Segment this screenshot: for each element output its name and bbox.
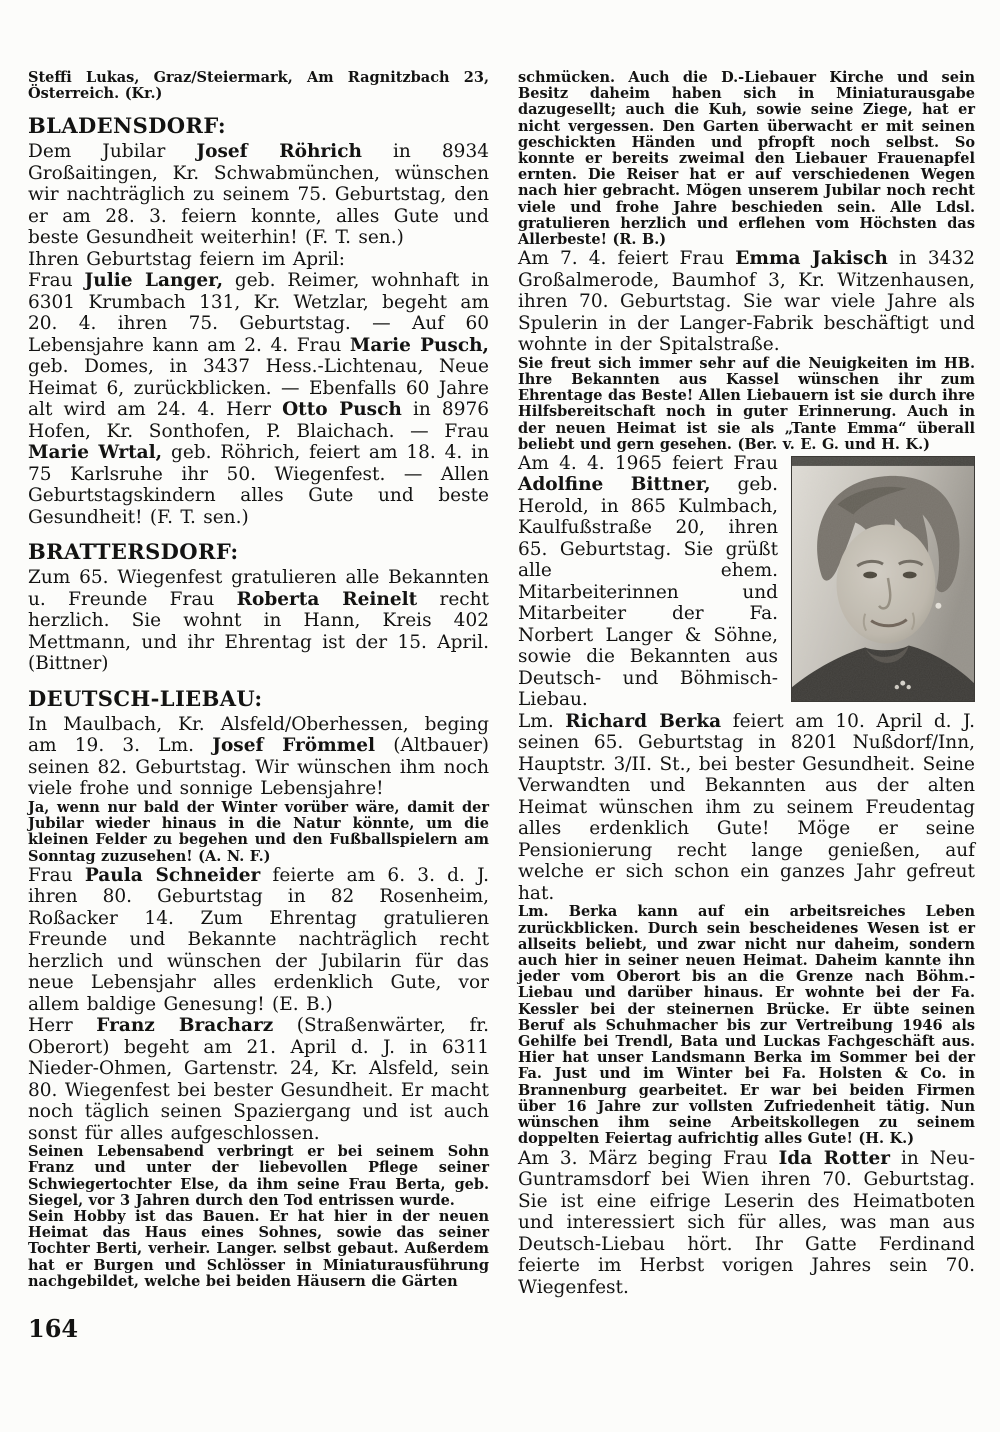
note-josef-froemmel: Ja, wenn nur bald der Winter vorüber wäre, damit der Jubilar wieder hinaus in die Natur könnte, um die kleinen Felder zu begehen und den Fußballspielern am Sonntag zuzusehen! (A. N. F.) xyxy=(28,798,489,865)
note-emma-jakisch: Sie freut sich immer sehr auf die Neuigkeiten im HB. Ihre Bekannten aus Kassel wünschen ihr zum Ehrentage das Beste! Allen Liebauern ist sie durch ihre Hilfsbereitschaft noch in guter Erinnerung. Auch in der neuen Heimat ist sie als „Tante Emma“ überall beliebt und gern gesehen. (Ber. v. E. G. und H. K.) xyxy=(518,354,975,453)
note-franz-bracharz-continued: schmücken. Auch die D.-Liebauer Kirche und sein Besitz daheim haben sich in Miniaturausgabe dazugesellt; auch die Kuh, sowie seine Ziege, hat er nicht vergessen. Den Garten überwacht er mit seinen geschickten Händen und pfropft noch selbst. So konnte er bereits zweimal den Liebauer Frauenapfel ernten. Die Reiser hat er auf verschiedenen Wegen nach hier gebracht. Mögen unserem Jubilar noch recht viele und frohe Jahre beschieden sein. Alle Ldsl. gratulieren herzlich und erflehen vom Höchsten das Allerbeste! (R. B.) xyxy=(518,69,975,249)
entry-april-birthdays: Frau Julie Langer, geb. Reimer, wohnhaft in 6301 Krumbach 131, Kr. Wetzlar, begeht am 20. 4. ihren 75. Geburtstag. — Auf 60 Lebensjahre kann am 2. 4. Frau Marie Pusch, geb. Domes, in 3437 Hess.-Lichtenau, Neue Heimat 6, zurückblicken. — Ebenfalls 60 Jahre alt wird am 24. 4. Herr Otto Pusch in 8976 Hofen, Kr. Sonthofen, P. Blaichach. — Frau Marie Wrtal, geb. Röhrich, feiert am 18. 4. in 75 Karlsruhe ihr 50. Wiegenfest. — Allen Geburtstagskindern alles Gute und beste Gesundheit! (F. T. sen.) xyxy=(28,270,490,528)
page-number: 164 xyxy=(28,1314,79,1343)
april-birthdays-intro: Ihren Geburtstag feiern im April: xyxy=(28,248,346,270)
note-franz-bracharz-1: Seinen Lebensabend verbringt er bei seinem Sohn Franz und unter der liebevollen Pflege seiner Schwiegertochter Else, da ihm seine Frau Berta, geb. Siegel, vor 3 Jahren durch den Tod entrissen wurde. xyxy=(28,1143,489,1209)
entry-paula-schneider: Frau Paula Schneider feierte am 6. 3. d. J. ihren 80. Geburtstag in 82 Rosenheim, Roßacker 14. Zum Ehrentag gratulieren Freunde und Bekannte nachträglich recht herzlich und wünschen der Jubilarin für das neue Lebensjahr alles erdenklich Gute, vor allem baldige Genesung! (E. B.) xyxy=(28,864,489,1015)
entry-josef-froemmel: In Maulbach, Kr. Alsfeld/Oberhessen, beging am 19. 3. Lm. Josef Frömmel (Altbauer) seinen 82. Geburtstag. Wir wünschen ihm noch viele frohe und sonnige Lebensjahre! xyxy=(28,713,489,800)
carryover-address-text: Steffi Lukas, Graz/Steiermark, Am Ragnitzbach 23, Österreich. (Kr.) xyxy=(28,69,489,103)
entry-emma-jakisch: Am 7. 4. feiert Frau Emma Jakisch in 3432 Großalmerode, Baumhof 3, Kr. Witzenhausen, ihren 70. Geburtstag. Sie war viele Jahre als Spulerin in der Langer-Fabrik beschäftigt und wohnte in der Spitalstraße. xyxy=(518,248,975,356)
portrait-photo-graphic xyxy=(792,457,974,701)
right-column xyxy=(518,70,975,1298)
note-franz-bracharz-2: Sein Hobby ist das Bauen. Er hat hier in der neuen Heimat das Haus eines Sohnes, sowie das seiner Tochter Berti, verheir. Langer. selbst gebaut. Außerdem hat er Burgen und Schlösser in Miniaturausführung nachgebildet, welche bei beiden Häusern die Gärten xyxy=(28,1208,489,1290)
entry-adolfine-bittner: Am 4. 4. 1965 feiert Frau Adolfine Bittner, geb. Herold, in 865 Kulmbach, Kaulfußstraße 20, ihren 65. Geburtstag. Sie grüßt alle ehem. Mitarbeiterinnen und Mitarbeiter der Fa. Norbert Langer & Söhne, sowie die Bekannten aus Deutsch- und Böhmisch-Liebau. xyxy=(518,452,778,711)
entry-richard-berka: Lm. Richard Berka feiert am 10. April d. J. seinen 65. Geburtstag in 8201 Nußdorf/Inn, Hauptstr. 3/II. St., bei bester Gesundheit. Seine Verwandten und Bekannten aus der alten Heimat wünschen ihm zu seinem Freudentag alles erdenklich Gute! Möge er seine Pensionierung recht lange genießen, auf welche er sich schon ein ganzes Jahr gefreut hat. xyxy=(518,710,975,904)
entry-franz-bracharz: Herr Franz Bracharz (Straßenwärter, fr. Oberort) begeht am 21. April d. J. in 6311 Nieder-Ohmen, Gartenstr. 24, Kr. Alsfeld, sein 80. Wiegenfest bei bester Gesundheit. Er macht noch täglich seinen Spaziergang und ist auch sonst für alles aufgeschlossen. xyxy=(28,1015,489,1144)
heading-brattersdorf: BRATTERSDORF: xyxy=(28,539,239,565)
entry-josef-roehrich: Dem Jubilar Josef Röhrich in 8934 Großaitingen, Kr. Schwabmünchen, wünschen wir nachträglich zu seinem 75. Geburtstag, den er am 28. 3. feiern konnte, alles Gute und beste Gesundheit weiterhin! (F. T. sen.) xyxy=(28,141,489,249)
heading-deutsch-liebau: DEUTSCH-LIEBAU: xyxy=(28,685,263,711)
note-richard-berka: Lm. Berka kann auf ein arbeitsreiches Leben zurückblicken. Durch sein bescheidenes Wesen ist er allseits beliebt, und zwar nicht nur daheim, sondern auch hier in seiner neuen Heimat. Daheim kannte ihn jeder vom Oberort bis an die Grenze nach Böhm.-Liebau und darüber hinaus. Er wohnte bei der Fa. Kessler bei der steinernen Brücke. Er übte seinen Beruf als Schuhmacher bis zur Vertreibung 1946 als Gehilfe bei Trendl, Bata und Luckas Fachgeschäft aus. Hier hat unser Landsmann Berka im Sommer bei der Fa. Just und im Winter bei Fa. Holsten & Co. in Brannenburg gearbeitet. Er war bei beiden Firmen über 16 Jahre zur vollsten Zufriedenheit tätig. Nun wünschen ihm seine Arbeitskollegen zu seinem doppelten Feiertag aufrichtig alles Gute! (H. K.) xyxy=(518,903,975,1148)
entry-ida-rotter: Am 3. März beging Frau Ida Rotter in Neu-Guntramsdorf bei Wien ihren 70. Geburtstag. Sie ist eine eifrige Leserin des Heimatboten und interessiert sich für alles, was man aus Deutsch-Liebau hört. Ihr Gatte Ferdinand feierte im Herbst vorigen Jahres sein 70. Wiegenfest. xyxy=(518,1147,975,1298)
left-column xyxy=(28,70,489,1290)
entry-roberta-reinelt: Zum 65. Wiegenfest gratulieren alle Bekannten u. Freunde Frau Roberta Reinelt recht herzlich. Sie wohnt in Hann, Kreis 402 Mettmann, und ihr Ehrentag ist der 15. April. (Bittner) xyxy=(28,567,489,675)
heading-bladensdorf: BLADENSDORF: xyxy=(28,113,227,139)
portrait-photo-adolfine-bittner xyxy=(791,456,975,702)
